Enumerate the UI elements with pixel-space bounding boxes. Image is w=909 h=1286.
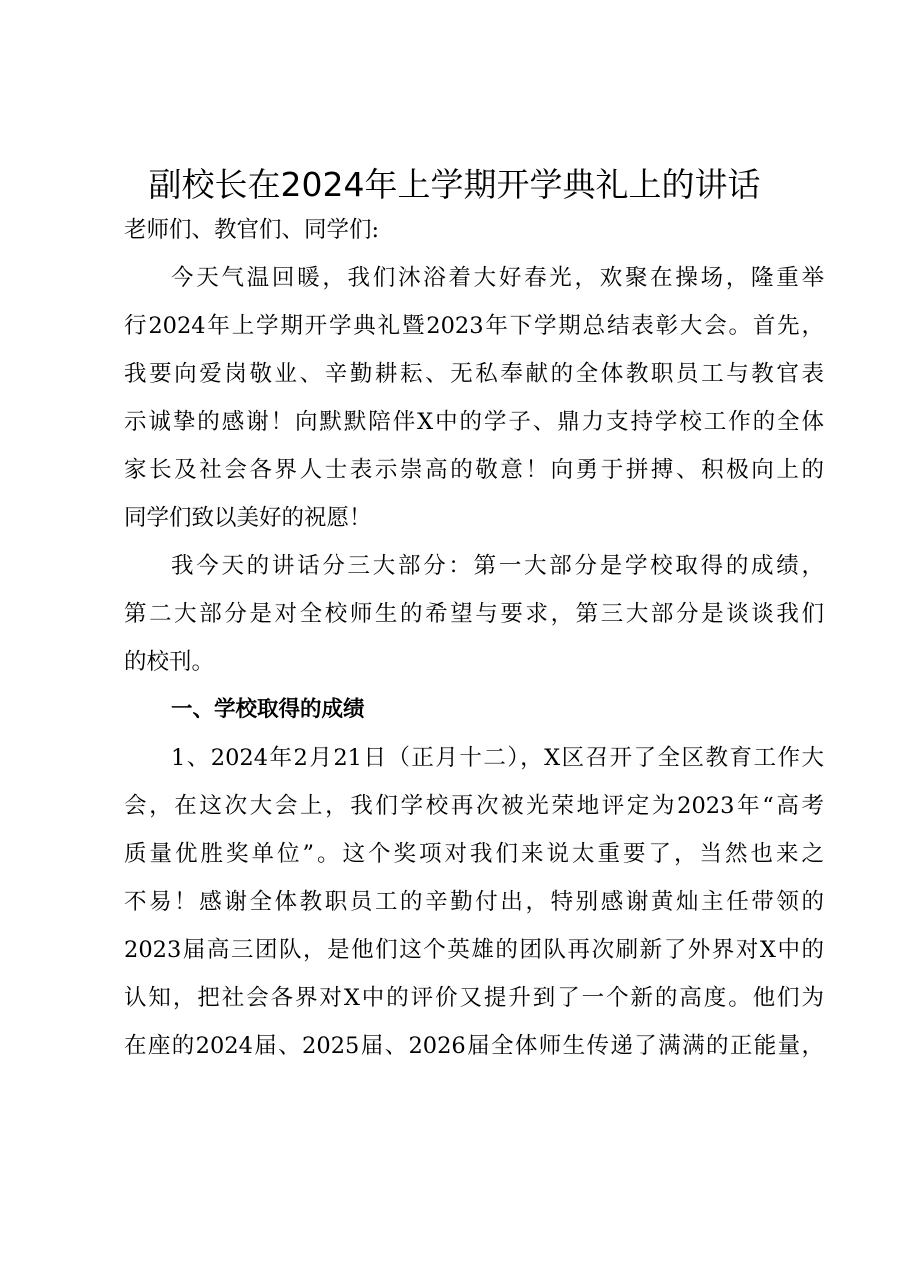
speech-body <box>124 206 824 1070</box>
section-heading: 一、学校取得的成绩 <box>171 697 365 722</box>
paragraph-1-line: 同学们致以美好的祝愿！ <box>124 505 372 531</box>
salutation: 老师们、教官们、同学们: <box>124 217 380 243</box>
paragraph-1-line: 今天气温回暖，我们沐浴着大好春光，欢聚在操场，隆重举 <box>171 265 824 291</box>
paragraph-1-line: 示诚挚的感谢！向默默陪伴X中的学子、鼎力支持学校工作的全体 <box>124 409 824 435</box>
paragraph-2-line: 的校刊。 <box>124 649 215 675</box>
paragraph-3-line: 在座的2024届、2025届、2026届全体师生传递了满满的正能量， <box>124 1033 824 1059</box>
document-title: 副校长在2024年上学期开学典礼上的讲话 <box>148 165 761 204</box>
paragraph-3-line: 不易！感谢全体教职员工的辛勤付出，特别感谢黄灿主任带领的 <box>124 889 824 915</box>
paragraph-3-line: 认知，把社会各界对X中的评价又提升到了一个新的高度。他们为 <box>124 985 824 1011</box>
paragraph-2-line: 第二大部分是对全校师生的希望与要求，第三大部分是谈谈我们 <box>124 601 824 627</box>
paragraph-1-line: 行2024年上学期开学典礼暨2023年下学期总结表彰大会。首先， <box>124 313 824 339</box>
paragraph-3-line: 质量优胜奖单位”。这个奖项对我们来说太重要了，当然也来之 <box>124 841 824 867</box>
paragraph-3-line: 1、2024年2月21日（正月十二），X区召开了全区教育工作大 <box>171 745 824 771</box>
paragraph-3-line: 2023届高三团队，是他们这个英雄的团队再次刷新了外界对X中的 <box>124 937 824 963</box>
paragraph-1-line: 家长及社会各界人士表示崇高的敬意！向勇于拼搏、积极向上的 <box>124 457 824 483</box>
paragraph-3-line: 会，在这次大会上，我们学校再次被光荣地评定为2023年“高考 <box>124 793 824 819</box>
paragraph-1-line: 我要向爱岗敬业、辛勤耕耘、无私奉献的全体教职员工与教官表 <box>124 361 824 387</box>
paragraph-2-line: 我今天的讲话分三大部分：第一大部分是学校取得的成绩， <box>171 553 824 579</box>
